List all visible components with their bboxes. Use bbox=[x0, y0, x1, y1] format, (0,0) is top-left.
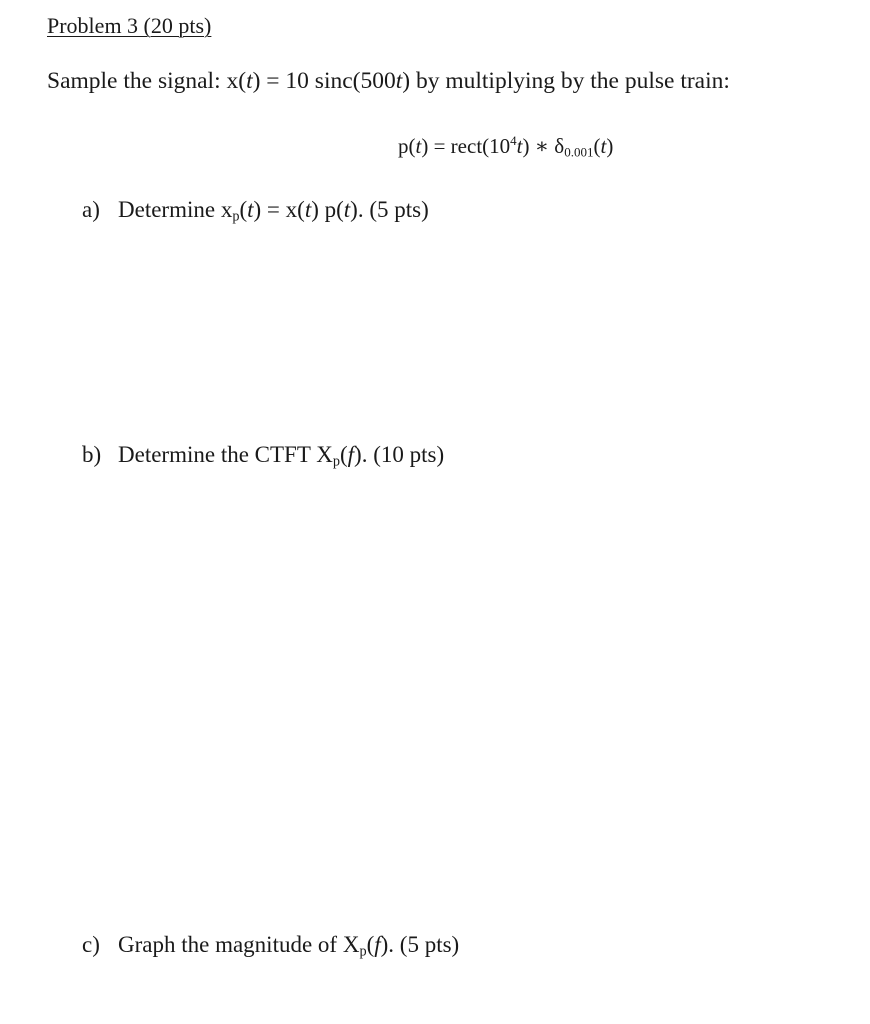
formula-subscript: 0.001 bbox=[564, 144, 594, 160]
part-a-t1: t bbox=[247, 197, 254, 222]
formula-t2: t bbox=[516, 134, 523, 158]
part-a-mid2: ) p( bbox=[311, 197, 344, 222]
part-b-label: b) bbox=[82, 442, 102, 467]
part-c-end: ). (5 pts) bbox=[380, 932, 460, 957]
part-a-mid1: ) = x( bbox=[253, 197, 305, 222]
part-a-open: ( bbox=[239, 197, 248, 222]
formula-exponent: 4 bbox=[510, 133, 517, 149]
part-b-end: ). (10 pts) bbox=[354, 442, 445, 467]
formula-t3: t bbox=[600, 134, 607, 158]
part-b-text-start: Determine the CTFT X bbox=[118, 442, 333, 467]
formula-open: ( bbox=[593, 134, 601, 158]
part-a-text-start: Determine x bbox=[118, 197, 233, 222]
part-b-f: f bbox=[347, 442, 355, 467]
part-b-open: ( bbox=[339, 442, 348, 467]
part-c-label: c) bbox=[82, 932, 100, 957]
part-c-open: ( bbox=[366, 932, 375, 957]
part-a-end: ). (5 pts) bbox=[350, 197, 429, 222]
formula-lhs-end: ) = rect(10 bbox=[421, 134, 511, 158]
part-c-sub: p bbox=[359, 943, 367, 960]
formula-operator: ) ∗ δ bbox=[522, 134, 565, 158]
intro-middle: ) = 10 sinc(500 bbox=[252, 68, 396, 94]
intro-t1: t bbox=[246, 68, 253, 94]
formula-close: ) bbox=[606, 134, 614, 158]
part-a-label: a) bbox=[82, 197, 100, 222]
part-a-t3: t bbox=[343, 197, 351, 222]
part-c-text-start: Graph the magnitude of X bbox=[118, 932, 360, 957]
intro-prefix: Sample the signal: x( bbox=[47, 68, 247, 94]
part-a-t2: t bbox=[304, 197, 312, 222]
problem-title: Problem 3 (20 pts) bbox=[47, 13, 212, 38]
part-c-question bbox=[82, 931, 459, 959]
intro-suffix: ) by multiplying by the pulse train: bbox=[402, 68, 730, 94]
part-c-f: f bbox=[374, 932, 381, 957]
formula-t1: t bbox=[415, 134, 422, 158]
part-a-sub: p bbox=[232, 208, 240, 225]
part-b-question bbox=[82, 441, 444, 469]
problem-statement bbox=[47, 67, 730, 95]
pulse-train-formula bbox=[398, 132, 613, 160]
part-b-sub: p bbox=[332, 453, 340, 470]
intro-t2: t bbox=[395, 68, 403, 94]
formula-lhs-start: p( bbox=[398, 134, 416, 158]
part-a-question bbox=[82, 196, 429, 224]
